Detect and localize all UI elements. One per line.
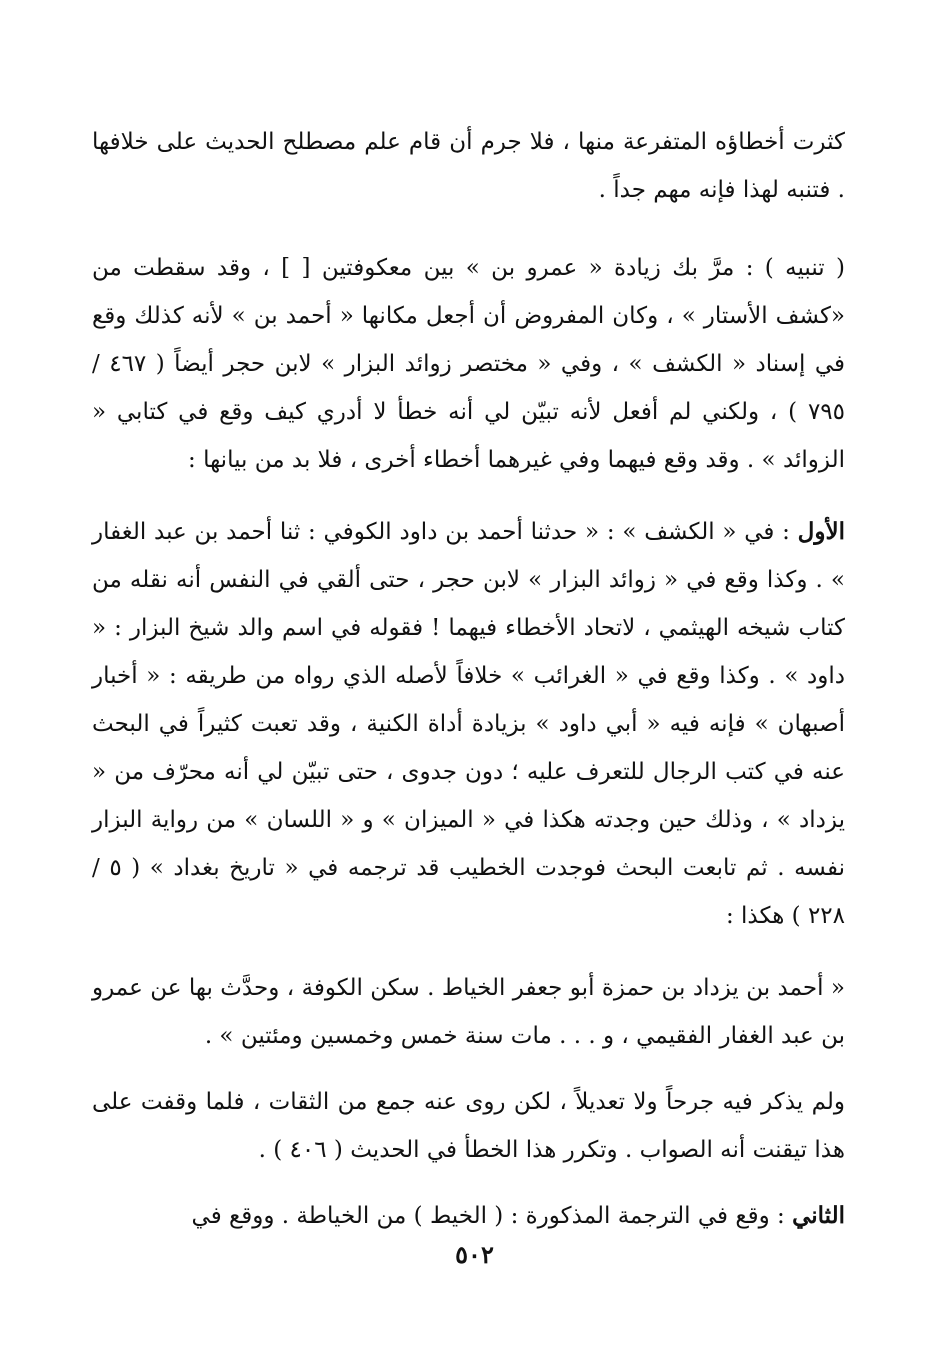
paragraph-6-text: : وقع في الترجمة المذكورة : ( الخيط ) من الخياطة . ووقع في (191, 1203, 793, 1229)
paragraph-2-text: ( تنبيه ) : مرَّ بك زيادة « عمرو بن » بين معكوفتين [ ] ، وقد سقطت من «كشف الأستار » ، وكان المفروض أن أجعل مكانها « أحمد بن » لأنه كذلك وقع في إسناد « الكشف » ، وفي « مختصر زوائد البزار » لابن حجر أيضاً ( ٤٦٧ / ٧٩٥ ) ، ولكني لم أفعل لأنه تبيّن لي أنه خطأ لا أدري كيف وقع في كتابي « الزوائد » . وقد وقع فيهما وفي غيرهما أخطاء أخرى ، فلا بد من بيانها : (92, 255, 846, 473)
paragraph-4-quotation (92, 964, 845, 1060)
paragraph-1-text: كثرت أخطاؤه المتفرعة منها ، فلا جرم أن قام علم مصطلح الحديث على خلافها . فتنبه لهذا فإنه مهم جداً . (92, 129, 845, 203)
page-body (92, 118, 845, 1264)
page-number: ٥٠٢ (455, 1240, 494, 1269)
paragraph-5 (92, 1078, 845, 1174)
paragraph-6-second-point (92, 1192, 845, 1240)
paragraph-1 (92, 118, 845, 214)
paragraph-4-text: « أحمد بن يزداد بن حمزة أبو جعفر الخياط . سكن الكوفة ، وحدَّث بها عن عمرو بن عبد الغفار الفقيمي ، و . . . مات سنة خمس وخمسين ومئتين » . (92, 975, 845, 1049)
paragraph-3-lead: الأول (797, 518, 845, 545)
paragraph-3-text: : في « الكشف » : « حدثنا أحمد بن داود الكوفي : ثنا أحمد بن عبد الغفار » . وكذا وقع في « زوائد البزار » لابن حجر ، حتى ألقي في النفس أنه نقله من كتاب شيخه الهيثمي ، لاتحاد الأخطاء فيهما ! فقوله في اسم والد شيخ البزار : « داود » . وكذا وقع في « الغرائب » خلافاً لأصله الذي رواه من طريقه : « أخبار أصبهان » فإنه فيه « أبي داود » بزيادة أداة الكنية ، وقد تعبت كثيراً في البحث عنه في كتب الرجال للتعرف عليه ؛ دون جدوى ، حتى تبيّن لي أنه محرّف من « يزداد » ، وذلك حين وجدته هكذا في « الميزان » و « اللسان » من رواية البزار نفسه . ثم تابعت البحث فوجدت الخطيب قد ترجمه في « تاريخ بغداد » ( ٥ / ٢٢٨ ) هكذا : (92, 519, 845, 929)
paragraph-2-note (92, 244, 845, 484)
paragraph-6-lead: الثاني (792, 1202, 845, 1229)
paragraph-3-first-point (92, 508, 845, 940)
paragraph-5-text: ولم يذكر فيه جرحاً ولا تعديلاً ، لكن روى عنه جمع من الثقات ، فلما وقفت على هذا تيقنت أنه الصواب . وتكرر هذا الخطأ في الحديث ( ٤٠٦ ) . (92, 1089, 845, 1163)
